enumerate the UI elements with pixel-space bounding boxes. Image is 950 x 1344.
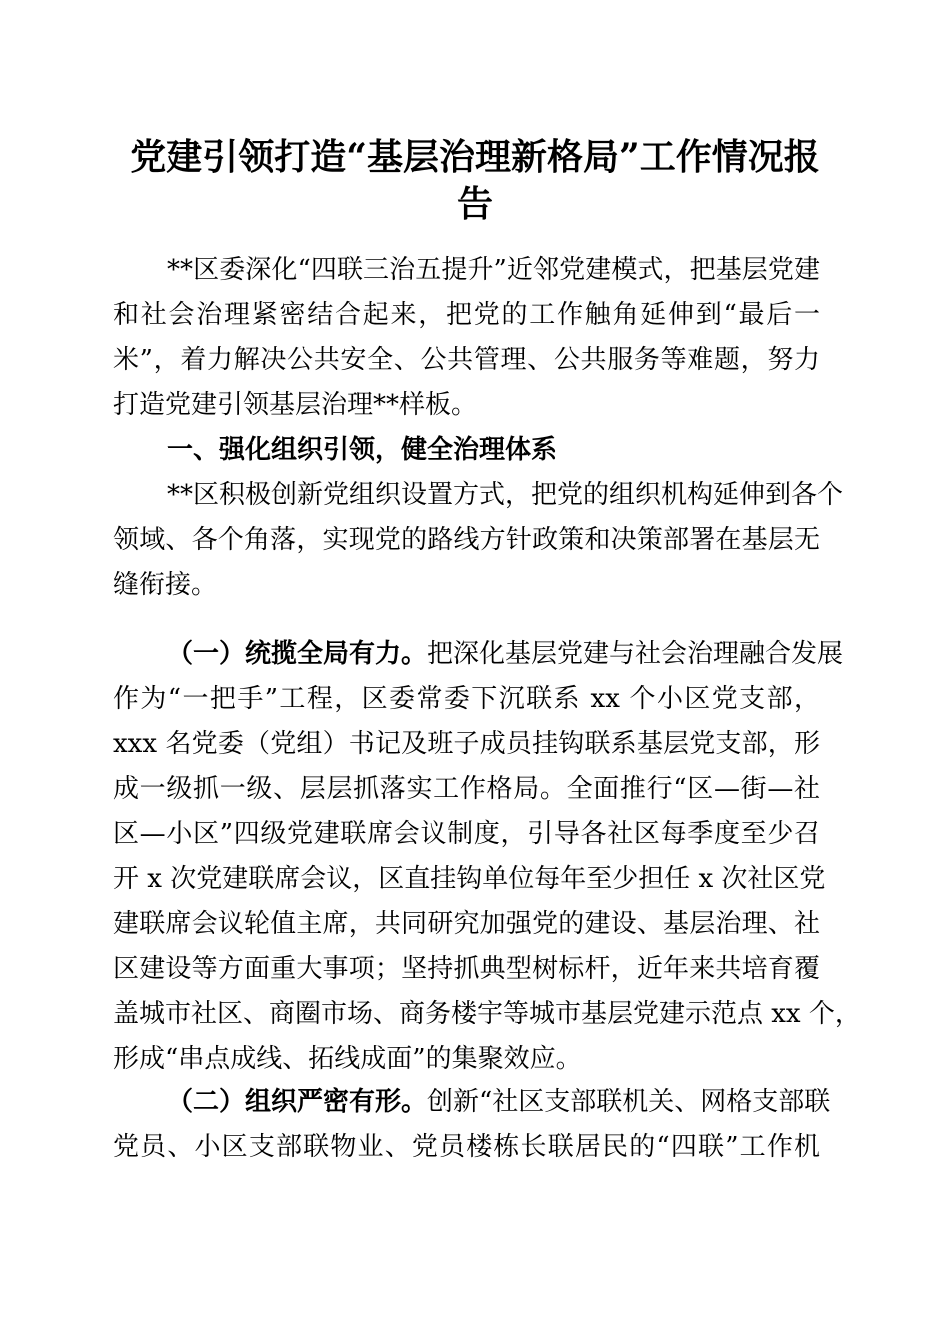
text-line: 区—小区”四级党建联席会议制度，引导各社区每季度至少召 — [113, 819, 820, 849]
text-line: 成一级抓一级、层层抓落实工作格局。全面推行“区—街—社 — [113, 774, 820, 804]
text-line: 缝衔接。 — [113, 570, 218, 600]
text-line: 开 x 次党建联席会议，区直挂钩单位每年至少担任 x 次社区党 — [113, 864, 826, 894]
intro-paragraph — [113, 248, 844, 608]
text-line: 领域、各个角落，实现党的路线方针政策和决策部署在基层无 — [113, 525, 820, 555]
text-line — [113, 632, 844, 677]
subsection-lead: （一）统揽全局有力。 — [167, 639, 428, 669]
subsection-1 — [113, 632, 861, 1082]
text-line: 和社会治理紧密结合起来，把党的工作触角延伸到“最后一 — [113, 300, 820, 330]
text-line: 区建设等方面重大事项；坚持抓典型树标杆，近年来共培育覆 — [113, 954, 820, 984]
document-title — [100, 134, 850, 228]
text-line: 形成“串点成线、拓线成面”的集聚效应。 — [113, 1044, 582, 1074]
subsection-lead: （二）组织严密有形。 — [167, 1087, 428, 1117]
text-span: 创新“社区支部联机关、网格支部联 — [427, 1087, 831, 1117]
text-line: 作为“一把手”工程，区委常委下沉联系 xx 个小区党支部， — [113, 684, 820, 714]
title-line-2: 告 — [456, 183, 493, 225]
text-line: 盖城市社区、商圈市场、商务楼宇等城市基层党建示范点 xx 个， — [113, 999, 861, 1029]
text-line: 建联席会议轮值主席，共同研究加强党的建设、基层治理、社 — [113, 909, 820, 939]
text-line: **区积极创新党组织设置方式，把党的组织机构延伸到各个 — [167, 480, 844, 510]
section-heading: 一、强化组织引领，健全治理体系 — [167, 435, 558, 465]
text-line: 打造党建引领基层治理**样板。 — [113, 390, 478, 420]
text-line: xxx 名党委（党组）书记及班子成员挂钩联系基层党支部，形 — [113, 729, 820, 759]
text-line: **区委深化“四联三治五提升”近邻党建模式，把基层党建 — [167, 255, 820, 285]
subsection-2 — [113, 1080, 831, 1170]
text-line: 米”，着力解决公共安全、公共管理、公共服务等难题，努力 — [113, 345, 820, 375]
title-line-1: 党建引领打造“基层治理新格局”工作情况报 — [130, 136, 820, 178]
text-line: 党员、小区支部联物业、党员楼栋长联居民的“四联”工作机 — [113, 1132, 820, 1162]
text-line — [113, 1080, 831, 1125]
text-span: 把深化基层党建与社会治理融合发展 — [427, 639, 844, 669]
